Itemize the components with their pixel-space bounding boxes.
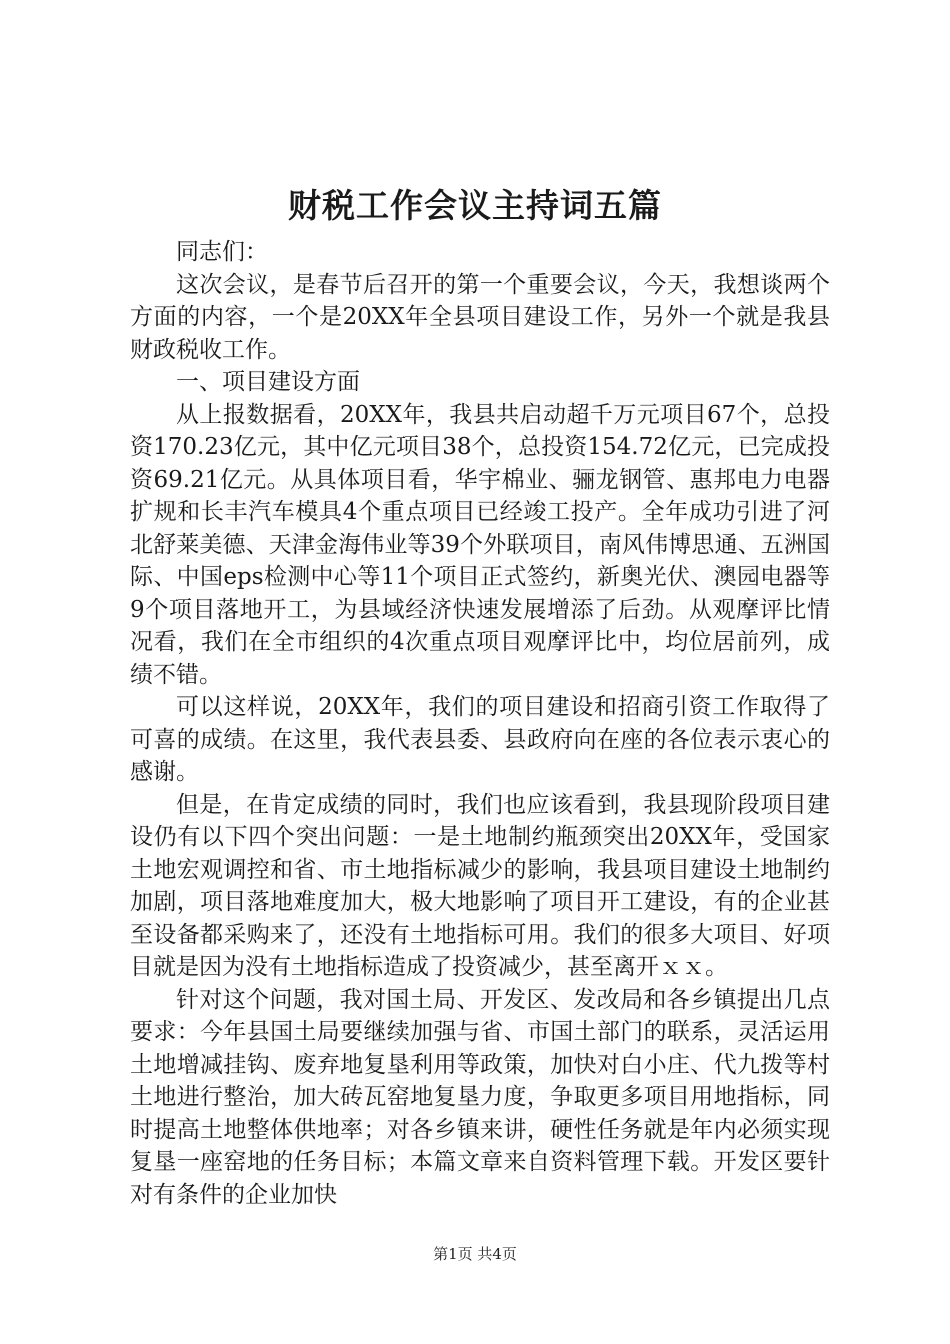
section-heading: 一、项目建设方面 [176, 369, 360, 395]
body-paragraph: 但是，在肯定成绩的同时，我们也应该看到，我县现阶段项目建设仍有以下四个突出问题：一是土地制约瓶颈突出20XX年，受国家土地宏观调控和省、市土地指标减少的影响，我县项目建设土地制约加剧，项目落地难度加大，极大地影响了项目开工建设，有的企业甚至设备都采购来了，还没有土地指标可用。我们的很多大项目、好项目就是因为没有土地指标造成了投资减少，甚至离开ｘｘ。 [130, 791, 830, 980]
salutation-paragraph: 同志们： [176, 239, 268, 265]
document-title: 财税工作会议主持词五篇 [288, 186, 662, 225]
body-paragraph: 这次会议，是春节后召开的第一个重要会议，今天，我想谈两个方面的内容，一个是20XX年全县项目建设工作，另外一个就是我县财政税收工作。 [130, 271, 830, 363]
body-paragraph: 从上报数据看，20XX年，我县共启动超千万元项目67个，总投资170.23亿元，其中亿元项目38个，总投资154.72亿元，已完成投资69.21亿元。从具体项目看，华宇棉业、骊龙钢管、惠邦电力电器扩规和长丰汽车模具4个重点项目已经竣工投产。全年成功引进了河北舒莱美德、天津金海伟业等39个外联项目，南风伟博思通、五洲国际、中国eps检测中心等11个项目正式签约，新奥光伏、澳园电器等9个项目落地开工，为县域经济快速发展增添了后劲。从观摩评比情况看，我们在全市组织的4次重点项目观摩评比中，均位居前列，成绩不错。 [130, 401, 830, 688]
page-number-footer: 第1页 共4页 [433, 1245, 517, 1263]
body-paragraph: 针对这个问题，我对国土局、开发区、发改局和各乡镇提出几点要求：今年县国土局要继续加强与省、市国土部门的联系，灵活运用土地增减挂钩、废弃地复垦利用等政策，加快对白小庄、代九拨等村土地进行整治，加大砖瓦窑地复垦力度，争取更多项目用地指标，同时提高土地整体供地率；对各乡镇来讲，硬性任务就是年内必须实现复垦一座窑地的任务目标；本篇文章来自资料管理下载。开发区要针对有条件的企业加快 [130, 986, 830, 1208]
document-body [130, 236, 830, 1211]
body-paragraph: 可以这样说，20XX年，我们的项目建设和招商引资工作取得了可喜的成绩。在这里，我代表县委、县政府向在座的各位表示衷心的感谢。 [130, 694, 830, 785]
